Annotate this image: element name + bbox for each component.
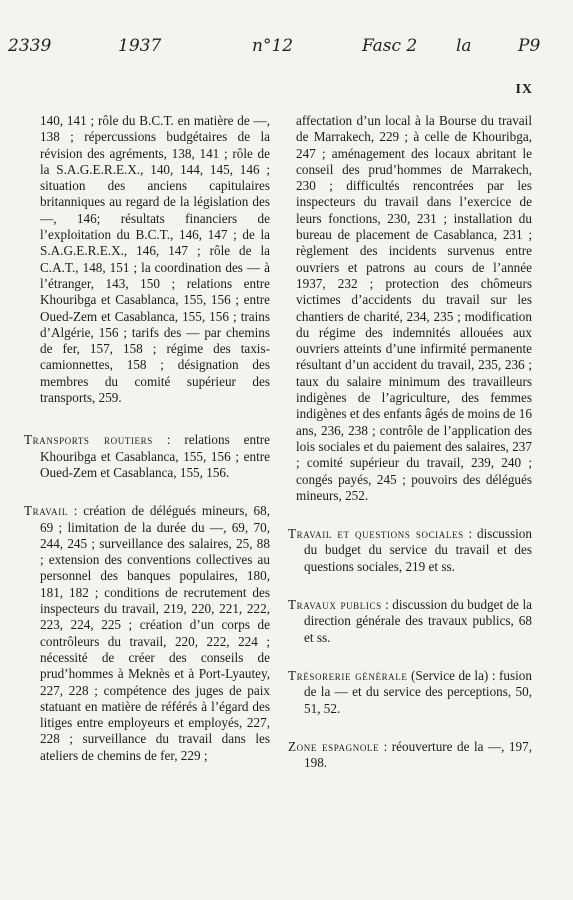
index-entry-travail-continued	[288, 113, 532, 504]
entry-text: (Service de la) : fusion de la — et du service des perceptions, 50, 51, 52.	[304, 667, 532, 716]
entry-text: : réouverture de la —, 197, 198.	[304, 738, 532, 771]
index-entry-travaux-publics	[288, 597, 532, 646]
entry-text: : création de délégués mineurs, 68, 69 ; limitation de la durée du —, 69, 70, 244, 245 ; surveillance des salaires, 25, 88 ; extension des conventions collectives au personnel des banques populaires, 180, 181, 182 ; conditions de recrutement des inspecteurs du travail, 219, 220, 221, 222, 223, 224, 225 ; création d’un corps de contrôleurs du travail, 220, 222, 224 ; nécessité de créer des conseils de prud’hommes à Meknès et à Port-Lyautey, 227, 228 ; compétence des juges de paix statuant en matière de référés à l’égard des litiges entre employeurs et employés, 227, 228 ; surveillance du travail dans les ateliers de chemins de fer, 229 ;	[40, 503, 270, 763]
index-entry-travail-questions-sociales	[288, 526, 532, 575]
entry-heading: Travaux publics	[288, 597, 382, 613]
entry-heading: Travail et questions sociales	[288, 526, 464, 542]
index-entry-transports-routiers	[24, 432, 270, 481]
handwritten-note-la: la	[456, 36, 472, 56]
index-entry-transports-continued	[24, 113, 270, 406]
index-entry-zone-espagnole	[288, 739, 532, 772]
entry-text: : discussion du budget de la direction générale des travaux publics, 68 et ss.	[304, 597, 532, 645]
handwritten-note-year: 1937	[118, 36, 162, 56]
handwritten-note-page: P9	[518, 36, 541, 56]
entry-heading: Travail	[24, 503, 68, 519]
entry-text: affectation d’un local à la Bourse du travail de Marrakech, 229 ; à celle de Khouribga, 247 ; aménagement des locaux abritant le conseil des prud’hommes de Marrakech, 230 ; difficultés rencontrées par les inspecteurs du travail dans l’exercice de leurs fonctions, 230, 231 ; installation du bureau de placement de Casablanca, 231 ; règlement des incidents survenus entre ouvriers et patrons au cours de l’année 1937, 232 ; protection des chômeurs victimes d’accidents du travail sur les chantiers de charité, 234, 235 ; modification du régime des indemnités allouées aux ouvriers atteints d’une infirmité permanente résultant d’un accident du travail, 235, 236 ; taux du salaire minimum des travailleurs indigènes de l’agriculture, des femmes indigènes et des enfants âgés de moins de 16 ans, 236, 238 ; contrôle de l’application des lois sociales et du paiement des salaires, 237 ; comité supérieur du travail, 239, 240 ; congés payés, 245 ; pouvoirs des délégués mineurs, 252.	[296, 113, 532, 503]
entry-heading: Zone espagnole	[288, 738, 380, 754]
entry-text: 140, 141 ; rôle du B.C.T. en matière de —, 138 ; répercussions budgétaires de la révision des agréments, 138, 141 ; rôle de la S.A.G.E.R.E.X., 140, 144, 145, 146 ; situation des anciens capitulaires britanniques au regard de la législation des —, 146; résultats financiers de l’exploitation du B.C.T., 146, 147 ; de la S.A.G.E.R.E.X., 146, 147 ; rôle de la C.A.T., 148, 151 ; la coordination des — à l’étranger, 143, 150 ; relations entre Khouribga et Casablanca, 155, 156 ; entre Oued-Zem et Casablanca, 155, 156 ; trains d’Algérie, 156 ; tarifs des — par chemins de fer, 157, 158 ; régime des taxis-camionnettes, 158 ; désignation des membres du comité supérieur des transports, 259.	[40, 113, 270, 406]
handwritten-note-fascicle: Fasc 2	[362, 36, 418, 56]
index-entry-tresorerie-generale	[288, 668, 532, 717]
index-column-left	[24, 113, 270, 786]
handwritten-note-issue: n°12	[252, 36, 294, 56]
index-column-right	[288, 113, 532, 793]
entry-heading: Trésorerie générale	[288, 667, 408, 683]
entry-text: : relations entre Khouribga et Casablanca, 155, 156 ; entre Oued-Zem et Casablanca, 155, 156.	[40, 432, 270, 480]
page-number: IX	[515, 82, 533, 97]
entry-text: : discussion du budget du service du travail et des questions sociales, 219 et ss.	[304, 526, 532, 574]
index-entry-travail	[24, 503, 270, 764]
entry-heading: Transports routiers	[24, 432, 153, 448]
handwritten-note-number: 2339	[8, 36, 52, 56]
